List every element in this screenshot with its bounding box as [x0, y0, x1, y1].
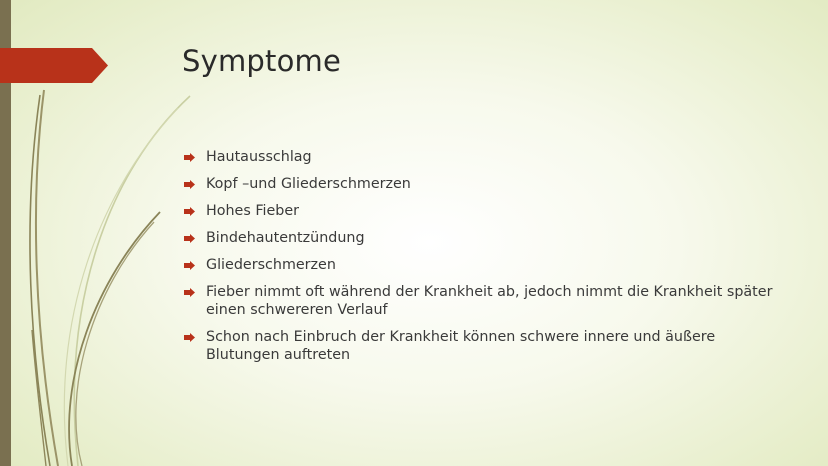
- list-item: [182, 283, 782, 319]
- right-arrow-icon: [184, 261, 195, 270]
- right-arrow-icon: [184, 207, 195, 216]
- bullet-text: Kopf –und Gliederschmerzen: [206, 176, 411, 192]
- list-item: [182, 256, 782, 274]
- bullet-text: Schon nach Einbruch der Krankheit können schwere innere und äußere Blutungen auftreten: [206, 329, 716, 363]
- right-arrow-icon: [184, 288, 195, 297]
- bullet-list: [182, 148, 782, 373]
- bullet-text: Bindehautentzündung: [206, 230, 365, 246]
- title-banner: [0, 48, 108, 83]
- right-arrow-icon: [184, 234, 195, 243]
- bullet-text: Fieber nimmt oft während der Krankheit ab, jedoch nimmt die Krankheit später einen schwereren Verlauf: [206, 284, 773, 318]
- list-item: [182, 328, 782, 364]
- bullet-text: Hautausschlag: [206, 149, 312, 165]
- bullet-text: Gliederschmerzen: [206, 257, 336, 273]
- list-item: [182, 175, 782, 193]
- list-item: [182, 202, 782, 220]
- slide-title: Symptome: [182, 44, 342, 78]
- bullet-text: Hohes Fieber: [206, 203, 300, 219]
- right-arrow-icon: [184, 153, 195, 162]
- right-arrow-icon: [184, 180, 195, 189]
- list-item: [182, 148, 782, 166]
- right-arrow-icon: [184, 333, 195, 342]
- list-item: [182, 229, 782, 247]
